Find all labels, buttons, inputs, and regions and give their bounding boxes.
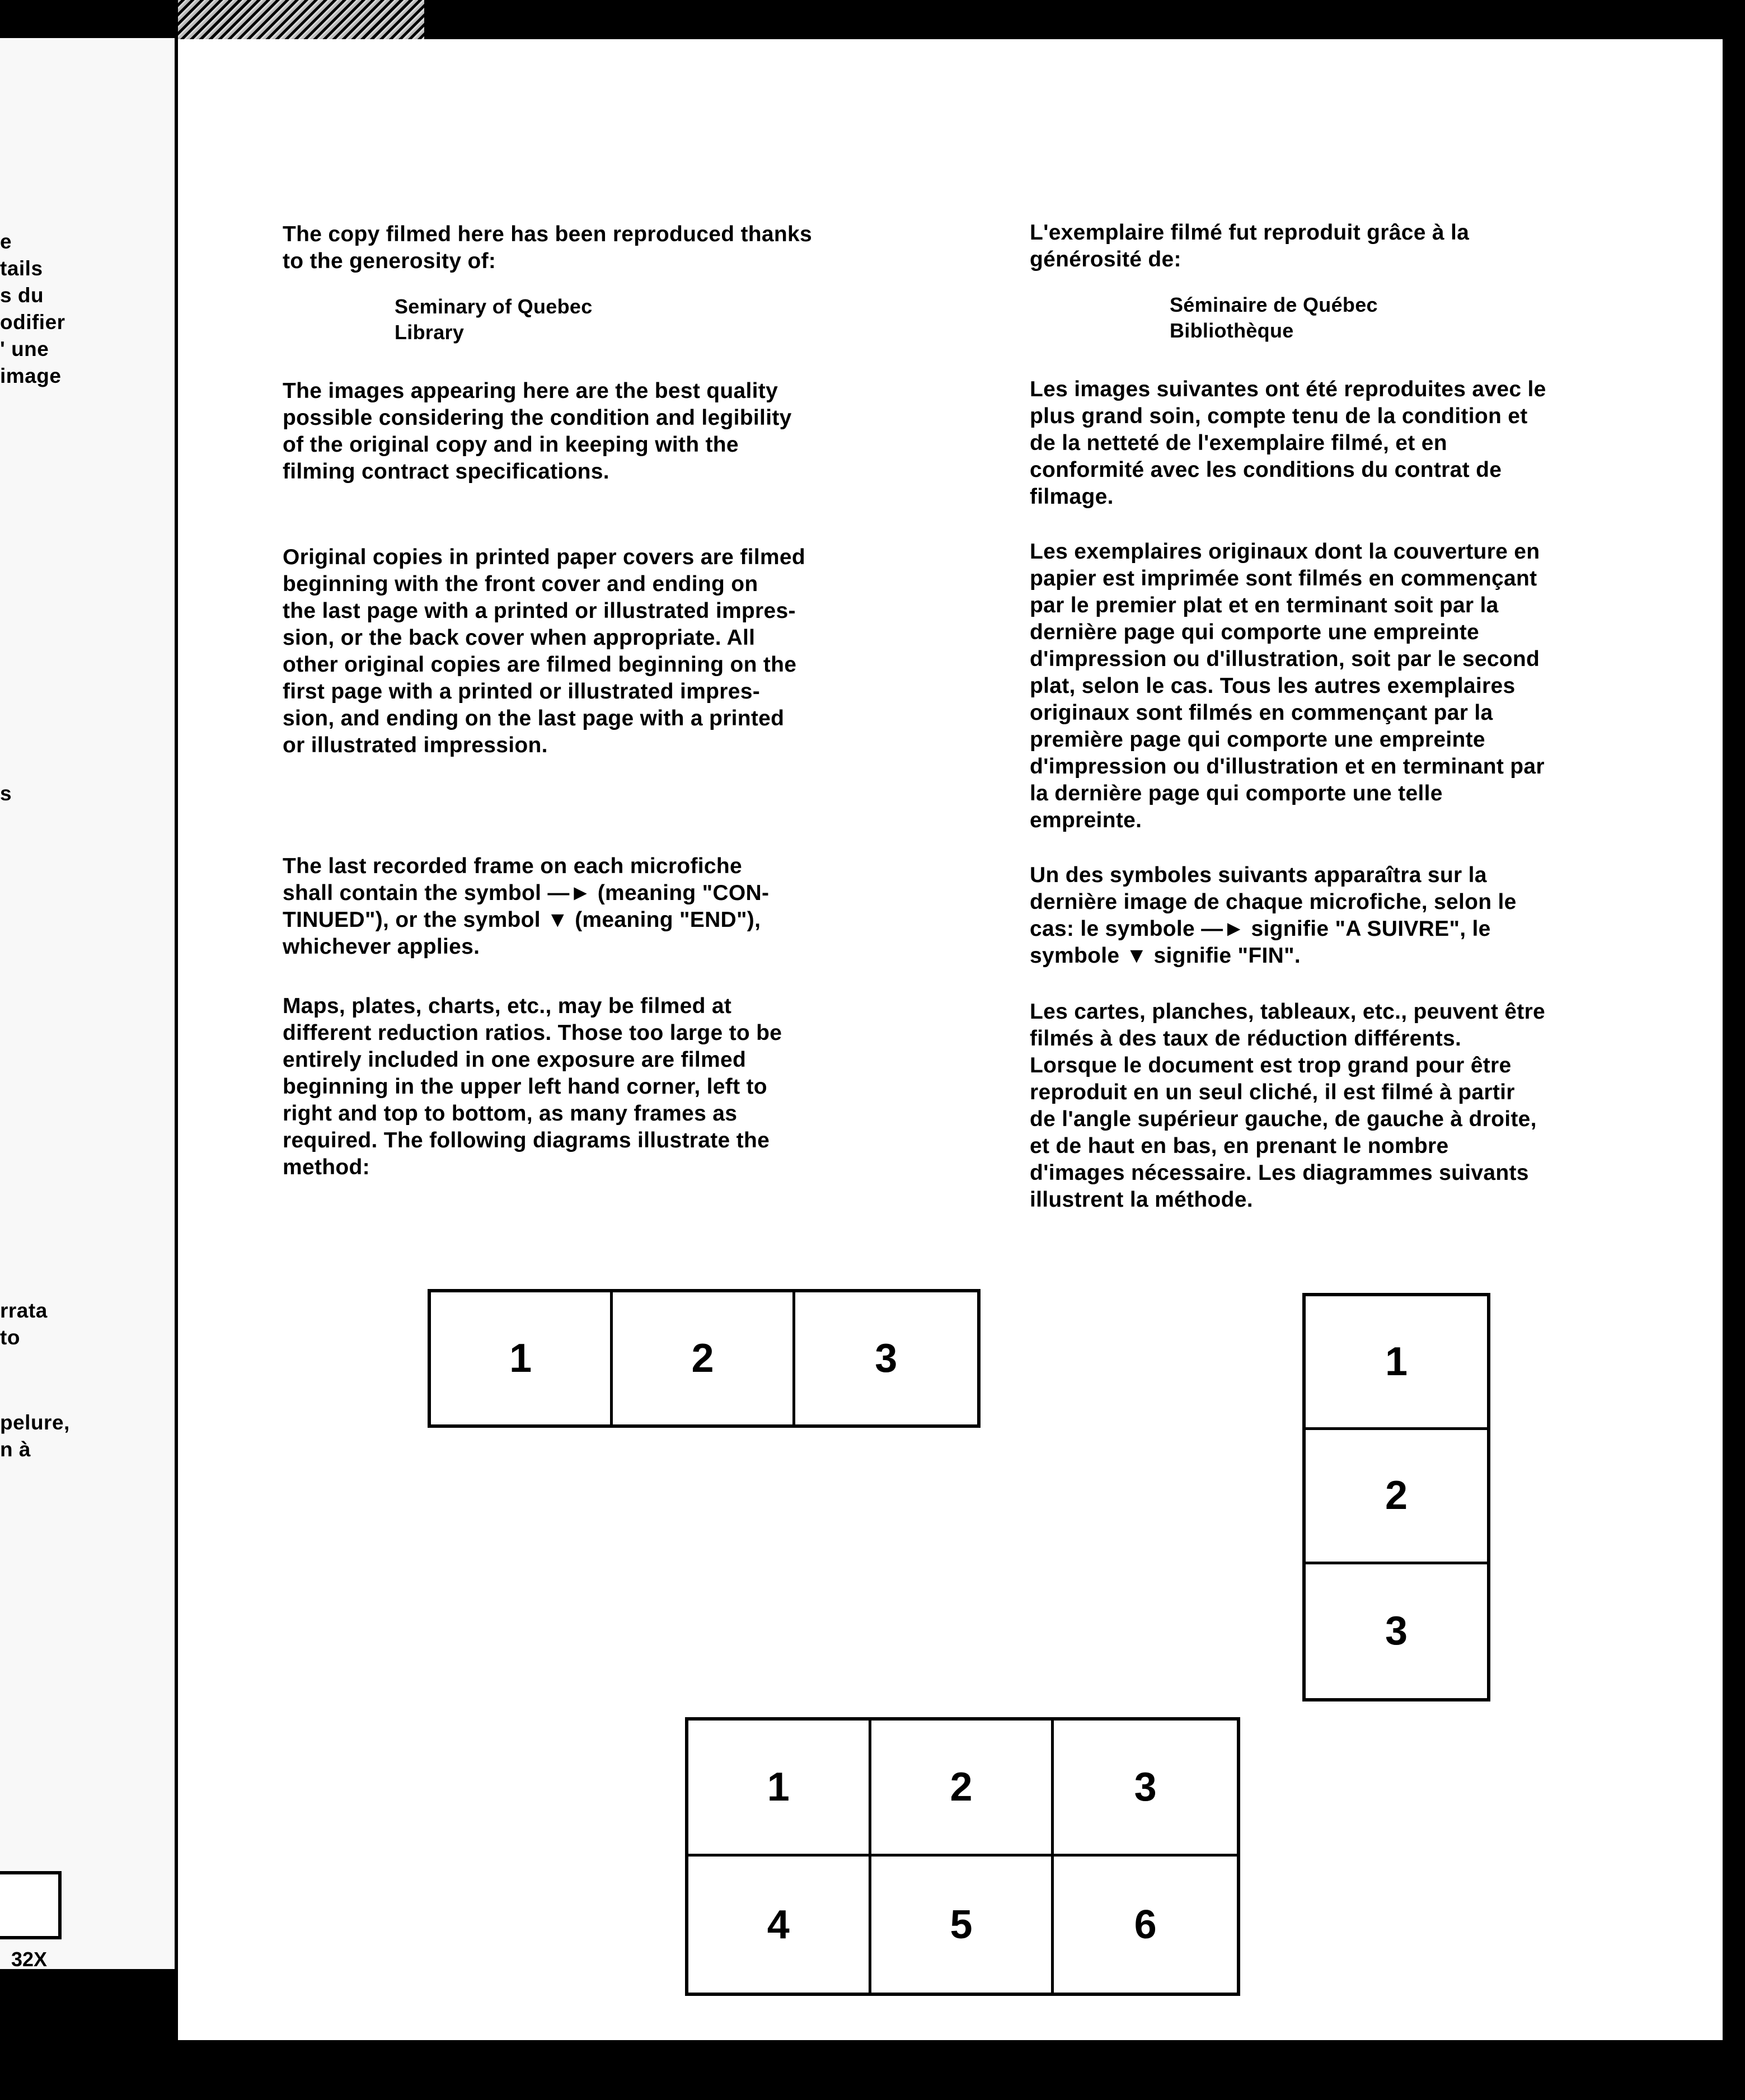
reduction-label: 32X [11,1948,48,1971]
left-fragment: s du [0,284,44,307]
frame-cell: 2 [1306,1430,1487,1564]
english-intro: The copy filmed here has been reproduced thanks to the generosity of: [283,222,813,273]
frame-cell: 3 [875,1336,898,1381]
french-maps: Les cartes, planches, tableaux, etc., peuvent être filmés à des taux de réduction différents. Lorsque le document est trop grand pour être reproduit en un seul cliché, il est filmé à partir de l'angle supérieur gauche, de gauche à droite, et de haut en bas, en prenant le nombre d'images nécessaire. Les diagrammes suivants illustrent la méthode. [1030,1000,1546,1212]
left-fragment: n à [0,1438,31,1461]
english-column [283,221,943,1181]
frame-cell: 3 [1054,1721,1237,1857]
left-fragment: ' une [0,337,49,360]
left-fragment: rrata [0,1299,48,1322]
left-fragment: to [0,1326,20,1349]
frame-cell: 4 [688,1857,871,1993]
french-symbols: Un des symboles suivants apparaîtra sur la dernière image de chaque microfiche, selon le cas: le symbole —► signifie "A SUIVRE", le symbole ▼ signifie "FIN". [1030,863,1517,968]
reduction-box [0,1871,62,1939]
english-originals: Original copies in printed paper covers are filmed beginning with the front cover and ending on the last page with a printed or illustrated impres- sion, or the back cover when appropriate. All other original copies are filmed beginning on the first page with a printed or illustrated impres- sion, and ending on the last page with a printed or illustrated impression. [283,545,805,757]
diagram-grid [685,1717,1240,1996]
french-quality: Les images suivantes ont été reproduites avec le plus grand soin, compte tenu de la condition et de la netteté de l'exemplaire filmé, et en conformité avec les conditions du contrat de filmage. [1030,377,1546,509]
left-fragment: image [0,364,62,387]
diagram-horizontal [428,1289,981,1428]
diagram-vertical [1302,1293,1490,1701]
frame-cell: 3 [1385,1609,1408,1654]
french-column [1030,219,1651,1213]
frame-cell: 5 [871,1857,1054,1993]
left-fragment: e [0,230,12,253]
frame-cell: 1 [688,1721,871,1857]
left-fragment: tails [0,257,43,280]
frame-cell: 1 [1306,1296,1487,1430]
frame-cell: 6 [1134,1902,1157,1947]
french-originals: Les exemplaires originaux dont la couverture en papier est imprimée sont filmés en commençant par le premier plat et en terminant soit par la dernière page qui comporte une empreinte d'impression ou d'illustration, soit par le second plat, selon le cas. Tous les autres exemplaires originaux sont filmés en commençant par la première page qui comporte une empreinte d'impression ou d'illustration et en terminant par la dernière page qui comporte une telle empreinte. [1030,540,1545,832]
english-maps: Maps, plates, charts, etc., may be filmed at different reduction ratios. Those too large to be entirely included in one exposure are filmed beginning in the upper left hand corner, left to right and top to bottom, as many frames as required. The following diagrams illustrate the method: [283,994,782,1179]
left-fragment: s [0,782,12,805]
left-fragment: pelure, [0,1411,70,1434]
frame-cell: 1 [431,1292,613,1424]
left-page-strip [0,38,175,1969]
frame-cell: 2 [613,1292,795,1424]
french-library: Séminaire de Québec Bibliothèque [1170,293,1378,342]
english-symbols: The last recorded frame on each microfiche shall contain the symbol —► (meaning "CON- TINUED"), or the symbol ▼ (meaning "END"), whichever applies. [283,854,770,959]
french-intro: L'exemplaire filmé fut reproduit grâce à la générosité de: [1030,221,1470,271]
left-fragment: odifier [0,311,65,334]
scan-artifact [178,0,424,40]
english-quality: The images appearing here are the best quality possible considering the condition and legibility of the original copy and in keeping with the filming contract specifications. [283,379,792,484]
english-library: Seminary of Quebec Library [395,295,593,344]
frame-cell: 2 [871,1721,1054,1857]
